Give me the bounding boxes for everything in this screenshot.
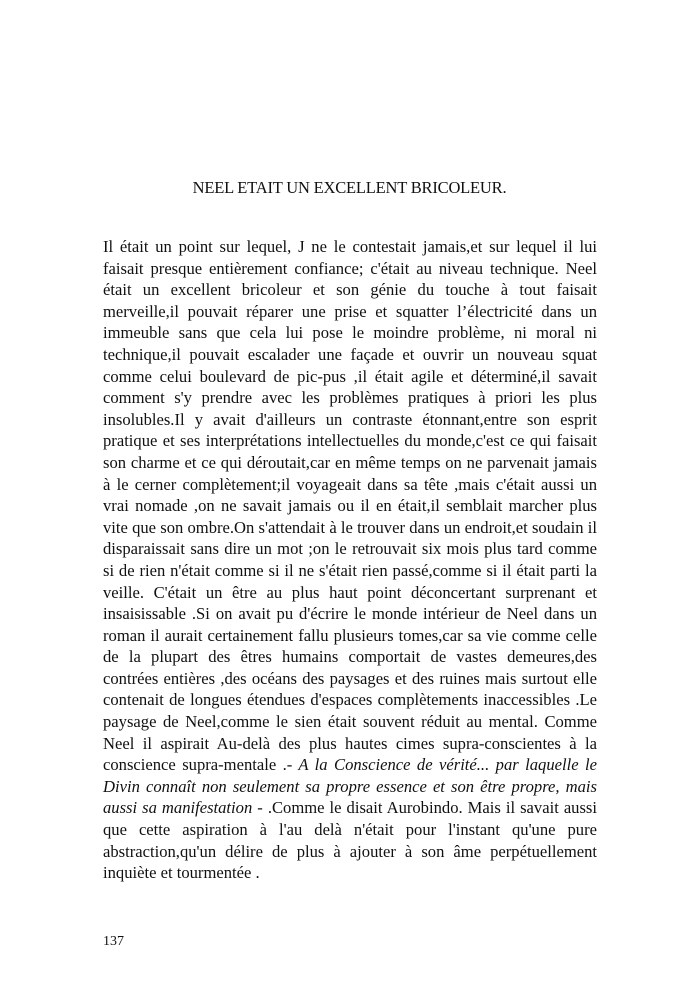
chapter-heading: NEEL ETAIT UN EXCELLENT BRICOLEUR. (192, 178, 507, 197)
page-number: 137 (103, 934, 124, 949)
paragraph-text-end: .Comme le disait Aurobindo. Mais il savait aussi que cette aspiration à l'au delà n'était pour l'instant qu'une pure abstraction,qu'un délire de plus à ajouter à son âme perpétuellement inquiète et tourmentée . (103, 798, 598, 883)
aurobindo-quote: A la Conscience de vérité... par laquelle le Divin connaît non seulement sa propre essence et son être propre, mais aussi sa manifestation - (103, 755, 597, 818)
paragraph-text-main: Il était un point sur lequel, J ne le contestait jamais,et sur lequel il lui faisait presque entièrement confiance; c'était au niveau technique. Neel était un excellent bricoleur et son génie du touche à tout faisait merveille,il pouvait réparer une prise et squatter l’électricité dans un immeuble sans que cela lui pose le moindre problème, ni moral ni technique,il pouvait escalader une façade et ouvrir un nouveau squat comme celui boulevard de pic-pus ,il était agile et déterminé,il savait comment s'y prendre avec les problèmes pratiques à priori les plus insolubles.Il y avait d'ailleurs un contraste étonnant,entre son esprit pratique et ses interprétations intellectuelles du monde,c'est ce qui faisait son charme et ce qui déroutait,car en même temps on ne parvenait jamais à le cerner complètement;il voyageait dans sa tête ,mais c'était aussi un vrai nomade ,on ne savait jamais ou il en était,il semblait marcher plus vite que son ombre.On s'attendait à le trouver dans un endroit,et soudain il disparaissait sans dire un mot ;on le retrouvait six mois plus tard comme si de rien n'était comme si il ne s'était rien passé,comme si il était parti la veille. C'était un être au plus haut point déconcertant surprenant et insaisissable .Si on avait pu d'écrire le monde intérieur de Neel dans un roman il aurait certainement fallu plusieurs tomes,car sa vie comme celle de la plupart des êtres humains comportait de vastes demeures,des contrées entières ,des océans des paysages et des ruines mais surtout elle contenait de longues étendues d'espaces complètements inaccessibles .Le paysage de Neel,comme le sien était souvent réduit au mental. Comme Neel il aspirait Au-delà des plus hautes cimes supra-conscientes à la conscience supra-mentale .- (103, 237, 597, 775)
body-paragraph (103, 236, 597, 884)
